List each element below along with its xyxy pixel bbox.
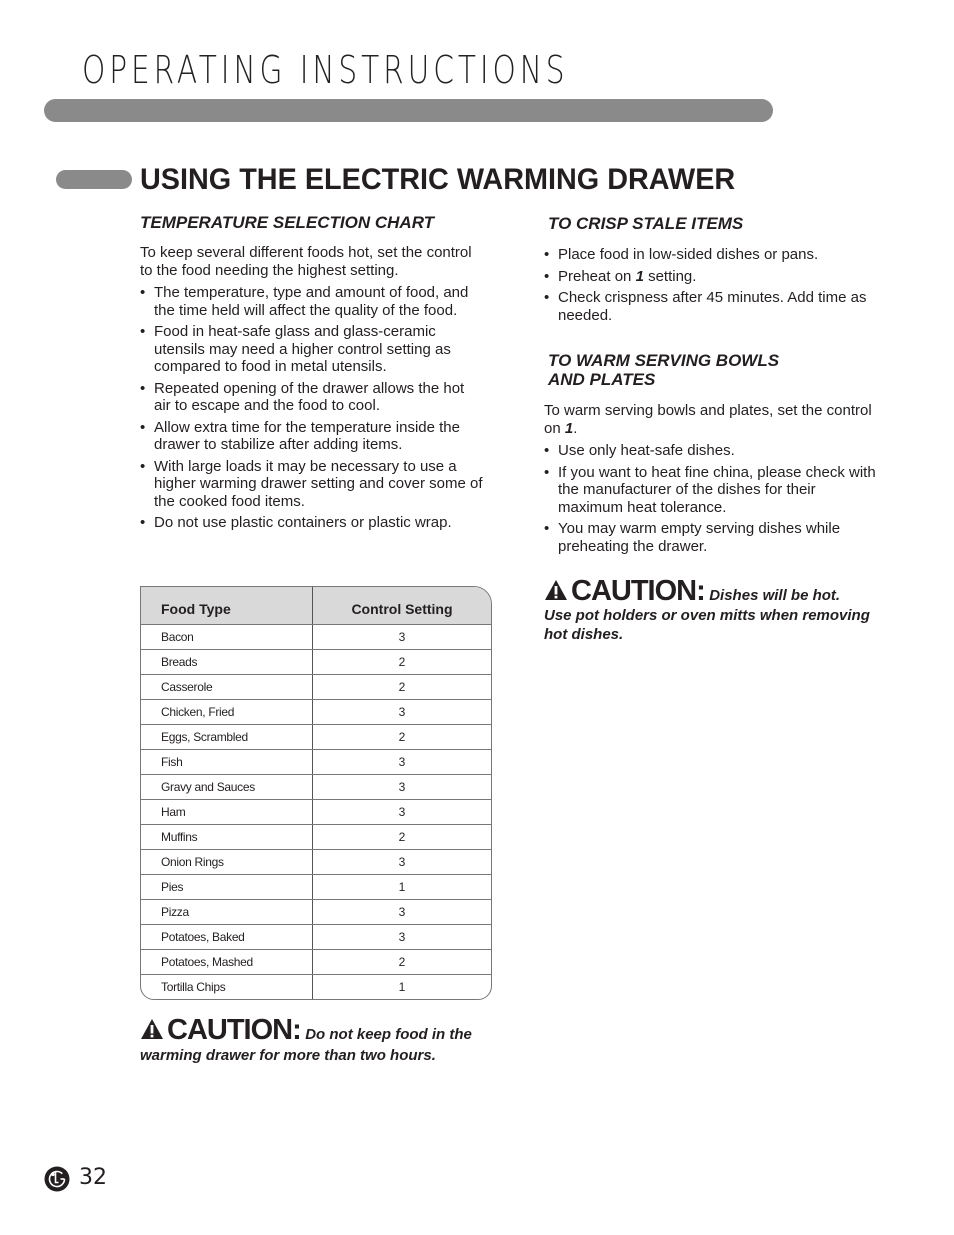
food-type-cell: Potatoes, Baked <box>141 925 313 950</box>
control-setting-table <box>140 586 492 1000</box>
control-setting-cell: 3 <box>313 925 492 950</box>
table-row <box>141 725 491 750</box>
table-row <box>141 975 491 1000</box>
food-type-cell: Eggs, Scrambled <box>141 725 313 750</box>
control-setting-cell: 1 <box>313 875 492 900</box>
list-item: • Food in heat-safe glass and glass-ceramic utensils may need a higher control setting as compared to food in metal utensils. <box>140 323 485 376</box>
caution-message: Do not keep food in the <box>305 1026 472 1043</box>
temperature-chart-bullets <box>140 284 485 536</box>
food-type-cell: Ham <box>141 800 313 825</box>
control-setting-cell: 3 <box>313 625 492 650</box>
food-type-cell: Breads <box>141 650 313 675</box>
list-item: • Check crispness after 45 minutes. Add time as needed. <box>544 289 884 324</box>
table-row <box>141 750 491 775</box>
table-row <box>141 850 491 875</box>
table-row <box>141 800 491 825</box>
setting-number: 1 <box>564 419 574 437</box>
control-setting-cell: 3 <box>313 850 492 875</box>
table-row <box>141 700 491 725</box>
list-item <box>544 268 884 286</box>
caution-hot-dishes <box>544 575 840 608</box>
list-item: • Place food in low-sided dishes or pans. <box>544 246 884 264</box>
warm-bowls-intro <box>544 402 884 437</box>
caution-label: CAUTION: <box>571 575 705 607</box>
table-header-control-setting: Control Setting <box>313 587 492 625</box>
food-type-cell: Tortilla Chips <box>141 975 313 1000</box>
table-row <box>141 925 491 950</box>
page-header-title: OPERATING INSTRUCTIONS <box>82 48 569 92</box>
table-row <box>141 650 491 675</box>
list-item: • With large loads it may be necessary to use a higher warming drawer setting and cover some of the cooked food items. <box>140 458 485 511</box>
caution-label: CAUTION: <box>167 1014 301 1046</box>
caution-message: Dishes will be hot. <box>709 587 841 604</box>
table-row <box>141 950 491 975</box>
warm-bowls-heading <box>548 351 888 389</box>
table-header-food-type: Food Type <box>141 587 313 625</box>
temperature-chart-heading: TEMPERATURE SELECTION CHART <box>140 213 435 232</box>
food-type-cell: Onion Rings <box>141 850 313 875</box>
list-item-text: Preheat on <box>558 267 636 285</box>
food-type-cell: Gravy and Sauces <box>141 775 313 800</box>
intro-text: To warm serving bowls and plates, set the control on <box>544 402 872 437</box>
control-setting-cell: 3 <box>313 775 492 800</box>
caution-food-time <box>140 1014 472 1047</box>
list-item: • Repeated opening of the drawer allows the hot air to escape and the food to cool. <box>140 380 485 415</box>
warm-bowls-bullets <box>544 442 884 559</box>
table-row <box>141 625 491 650</box>
table-row <box>141 875 491 900</box>
section-marker <box>56 170 132 189</box>
page-number: 32 <box>79 1165 107 1190</box>
food-type-cell: Pies <box>141 875 313 900</box>
list-item: • Do not use plastic containers or plastic wrap. <box>140 514 485 532</box>
list-item: • If you want to heat fine china, please check with the manufacturer of the dishes for their maximum heat tolerance. <box>544 464 884 517</box>
setting-number: 1 <box>635 267 644 285</box>
control-setting-cell: 3 <box>313 800 492 825</box>
control-setting-cell: 2 <box>313 650 492 675</box>
crisp-bullets <box>544 246 884 328</box>
food-type-cell: Pizza <box>141 900 313 925</box>
control-setting-cell: 3 <box>313 900 492 925</box>
temperature-chart-intro: To keep several different foods hot, set the control to the food needing the highest setting. <box>140 244 472 279</box>
control-setting-cell: 2 <box>313 825 492 850</box>
caution-message-continued: warming drawer for more than two hours. <box>140 1047 436 1064</box>
control-setting-cell: 1 <box>398 980 406 994</box>
food-type-cell: Bacon <box>141 625 313 650</box>
warning-triangle-icon <box>140 1018 164 1040</box>
list-item-text: setting. <box>643 267 697 285</box>
table-row <box>141 675 491 700</box>
food-type-cell: Casserole <box>141 675 313 700</box>
control-setting-cell: 3 <box>313 700 492 725</box>
food-type-cell: Muffins <box>141 825 313 850</box>
heading-line: TO WARM SERVING BOWLS <box>548 351 780 370</box>
header-bar <box>44 99 773 122</box>
control-setting-cell: 3 <box>313 750 492 775</box>
food-type-cell: Fish <box>141 750 313 775</box>
caution-message-continued: Use pot holders or oven mitts when removing hot dishes. <box>544 607 870 643</box>
table-row <box>141 825 491 850</box>
table-row <box>141 900 491 925</box>
control-setting-cell: 2 <box>313 675 492 700</box>
list-item: • The temperature, type and amount of food, and the time held will affect the quality of the food. <box>140 284 485 319</box>
warning-triangle-icon <box>544 579 568 601</box>
intro-text: . <box>573 419 578 437</box>
heading-line: AND PLATES <box>548 370 656 389</box>
food-type-cell: Chicken, Fried <box>141 700 313 725</box>
section-title: USING THE ELECTRIC WARMING DRAWER <box>140 163 736 196</box>
control-setting-cell: 2 <box>313 950 492 975</box>
crisp-heading: TO CRISP STALE ITEMS <box>548 214 744 233</box>
food-type-cell: Potatoes, Mashed <box>141 950 313 975</box>
control-setting-cell: 2 <box>313 725 492 750</box>
list-item: • You may warm empty serving dishes while preheating the drawer. <box>544 520 884 555</box>
table-row <box>141 775 491 800</box>
list-item: • Allow extra time for the temperature inside the drawer to stabilize after adding items. <box>140 419 485 454</box>
lg-logo-icon <box>44 1166 70 1192</box>
list-item: • Use only heat-safe dishes. <box>544 442 884 460</box>
